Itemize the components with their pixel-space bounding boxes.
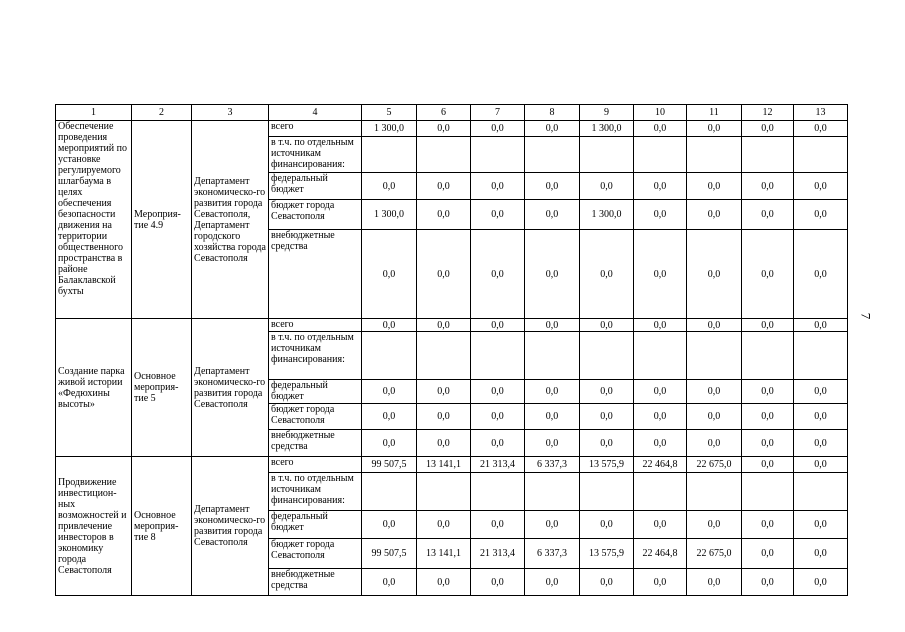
amount-cell: 0,0 [525,121,580,137]
amount-cell [525,137,580,173]
amount-cell: 0,0 [634,569,687,596]
amount-cell: 6 337,3 [525,539,580,569]
amount-cell: 22 464,8 [634,457,687,473]
amount-cell: 0,0 [417,380,471,404]
header-cell: 11 [687,105,742,121]
amount-cell: 0,0 [742,380,794,404]
amount-cell [794,332,848,380]
amount-cell [525,332,580,380]
amount-cell [634,137,687,173]
amount-cell: 0,0 [794,539,848,569]
amount-cell: 0,0 [525,404,580,430]
amount-cell: 0,0 [794,380,848,404]
amount-cell: 0,0 [525,380,580,404]
header-cell: 4 [269,105,362,121]
amount-cell: 6 337,3 [525,457,580,473]
amount-cell: 0,0 [634,380,687,404]
amount-cell: 0,0 [742,569,794,596]
amount-cell: 0,0 [794,319,848,332]
amount-cell: 0,0 [687,230,742,319]
amount-cell: 0,0 [794,511,848,539]
executor: Департамент экономическо-го развития города Севастополя [192,457,269,596]
header-cell: 12 [742,105,794,121]
amount-cell: 21 313,4 [471,457,525,473]
amount-cell: 0,0 [580,511,634,539]
funding-source-label: внебюджетные средства [269,569,362,596]
table-row [56,319,848,332]
funding-source-label: всего [269,319,362,332]
amount-cell: 0,0 [471,404,525,430]
amount-cell: 0,0 [742,200,794,230]
amount-cell: 99 507,5 [362,539,417,569]
amount-cell: 1 300,0 [580,121,634,137]
amount-cell: 13 141,1 [417,539,471,569]
amount-cell: 0,0 [362,319,417,332]
amount-cell [687,332,742,380]
amount-cell: 0,0 [794,404,848,430]
amount-cell: 0,0 [634,230,687,319]
amount-cell: 0,0 [580,430,634,457]
amount-cell: 0,0 [634,121,687,137]
amount-cell [742,473,794,511]
amount-cell: 0,0 [634,511,687,539]
amount-cell: 0,0 [794,457,848,473]
amount-cell [362,137,417,173]
amount-cell: 1 300,0 [362,200,417,230]
amount-cell: 0,0 [471,121,525,137]
page-number: 7 [858,312,874,320]
funding-source-label: бюджет города Севастополя [269,404,362,430]
amount-cell: 0,0 [794,430,848,457]
amount-cell: 22 675,0 [687,539,742,569]
amount-cell: 0,0 [525,511,580,539]
amount-cell: 22 464,8 [634,539,687,569]
amount-cell: 0,0 [794,173,848,200]
header-cell: 1 [56,105,132,121]
amount-cell: 0,0 [417,569,471,596]
header-cell: 13 [794,105,848,121]
amount-cell [362,473,417,511]
amount-cell: 0,0 [525,200,580,230]
amount-cell: 0,0 [362,511,417,539]
amount-cell: 0,0 [794,200,848,230]
funding-source-label: федеральный бюджет [269,380,362,404]
executor: Департамент экономическо-го развития города Севастополя [192,319,269,457]
header-cell: 7 [471,105,525,121]
amount-cell: 0,0 [417,319,471,332]
amount-cell: 0,0 [525,230,580,319]
amount-cell [634,332,687,380]
amount-cell [580,137,634,173]
amount-cell: 0,0 [471,200,525,230]
amount-cell: 0,0 [525,319,580,332]
amount-cell: 0,0 [687,569,742,596]
amount-cell: 0,0 [471,380,525,404]
amount-cell: 0,0 [417,404,471,430]
table-row [56,457,848,473]
amount-cell: 0,0 [687,319,742,332]
amount-cell [417,332,471,380]
amount-cell: 0,0 [362,569,417,596]
amount-cell: 0,0 [580,404,634,430]
amount-cell: 0,0 [362,173,417,200]
amount-cell [742,332,794,380]
amount-cell: 1 300,0 [580,200,634,230]
amount-cell: 0,0 [742,173,794,200]
measure-code: Основное мероприя-тие 8 [132,457,192,596]
measure-title: Обеспечение проведения мероприятий по установке регулируемого шлагбаума в целях обеспечения безопасности движения на территории общественного пространства в районе Балаклавской бухты [56,121,132,319]
funding-source-label: внебюджетные средства [269,230,362,319]
amount-cell [687,137,742,173]
funding-table [55,104,848,596]
amount-cell: 0,0 [362,404,417,430]
measure-code: Мероприя-тие 4.9 [132,121,192,319]
amount-cell [794,473,848,511]
amount-cell: 0,0 [742,539,794,569]
amount-cell: 13 575,9 [580,457,634,473]
amount-cell: 0,0 [471,569,525,596]
amount-cell: 0,0 [794,121,848,137]
amount-cell: 0,0 [687,380,742,404]
funding-source-label: федеральный бюджет [269,173,362,200]
amount-cell: 0,0 [362,430,417,457]
amount-cell [742,137,794,173]
amount-cell: 21 313,4 [471,539,525,569]
header-cell: 8 [525,105,580,121]
header-cell: 6 [417,105,471,121]
amount-cell: 0,0 [471,230,525,319]
amount-cell: 0,0 [742,121,794,137]
amount-cell: 0,0 [634,430,687,457]
amount-cell: 99 507,5 [362,457,417,473]
amount-cell: 0,0 [687,404,742,430]
amount-cell [471,137,525,173]
header-cell: 5 [362,105,417,121]
amount-cell: 0,0 [417,200,471,230]
amount-cell: 0,0 [634,200,687,230]
amount-cell [580,332,634,380]
amount-cell: 0,0 [580,230,634,319]
amount-cell: 0,0 [525,569,580,596]
executor: Департамент экономическо-го развития города Севастополя, Департамент городского хозяйства города Севастополя [192,121,269,319]
header-cell: 10 [634,105,687,121]
amount-cell: 13 141,1 [417,457,471,473]
amount-cell [471,473,525,511]
amount-cell: 0,0 [634,319,687,332]
amount-cell: 0,0 [742,404,794,430]
amount-cell: 0,0 [580,319,634,332]
amount-cell: 0,0 [687,430,742,457]
amount-cell [471,332,525,380]
amount-cell [687,473,742,511]
table-row [56,121,848,137]
amount-cell: 0,0 [742,457,794,473]
funding-source-label: всего [269,457,362,473]
header-row [56,105,848,121]
amount-cell: 0,0 [471,430,525,457]
funding-source-label: всего [269,121,362,137]
amount-cell: 0,0 [687,511,742,539]
amount-cell: 0,0 [580,173,634,200]
funding-source-label: внебюджетные средства [269,430,362,457]
amount-cell: 0,0 [580,569,634,596]
amount-cell: 0,0 [471,511,525,539]
amount-cell [417,473,471,511]
funding-source-label: федеральный бюджет [269,511,362,539]
amount-cell [362,332,417,380]
amount-cell: 0,0 [471,319,525,332]
amount-cell: 0,0 [634,404,687,430]
funding-source-label: бюджет города Севастополя [269,200,362,230]
amount-cell: 0,0 [742,319,794,332]
amount-cell: 0,0 [525,430,580,457]
amount-cell: 13 575,9 [580,539,634,569]
amount-cell: 0,0 [742,230,794,319]
amount-cell [794,137,848,173]
measure-title: Продвижение инвестицион-ных возможностей и привлечение инвесторов в экономику города Севастополя [56,457,132,596]
amount-cell: 0,0 [580,380,634,404]
funding-source-label: бюджет города Севастополя [269,539,362,569]
measure-title: Создание парка живой истории «Федюхины высоты» [56,319,132,457]
amount-cell: 0,0 [687,200,742,230]
amount-cell: 0,0 [417,173,471,200]
header-cell: 9 [580,105,634,121]
funding-source-label: в т.ч. по отдельным источникам финансирования: [269,332,362,380]
header-cell: 3 [192,105,269,121]
funding-source-label: в т.ч. по отдельным источникам финансирования: [269,473,362,511]
amount-cell: 0,0 [742,511,794,539]
amount-cell: 0,0 [362,230,417,319]
header-cell: 2 [132,105,192,121]
amount-cell [525,473,580,511]
measure-code: Основное мероприя-тие 5 [132,319,192,457]
amount-cell: 0,0 [525,173,580,200]
amount-cell: 0,0 [794,569,848,596]
amount-cell: 0,0 [634,173,687,200]
amount-cell: 0,0 [417,430,471,457]
amount-cell: 0,0 [471,173,525,200]
amount-cell: 1 300,0 [362,121,417,137]
amount-cell: 0,0 [742,430,794,457]
amount-cell: 0,0 [794,230,848,319]
amount-cell [634,473,687,511]
amount-cell: 0,0 [417,121,471,137]
amount-cell: 0,0 [687,121,742,137]
funding-source-label: в т.ч. по отдельным источникам финансирования: [269,137,362,173]
amount-cell [417,137,471,173]
amount-cell: 0,0 [417,511,471,539]
amount-cell: 0,0 [417,230,471,319]
amount-cell: 22 675,0 [687,457,742,473]
amount-cell: 0,0 [362,380,417,404]
amount-cell [580,473,634,511]
amount-cell: 0,0 [687,173,742,200]
